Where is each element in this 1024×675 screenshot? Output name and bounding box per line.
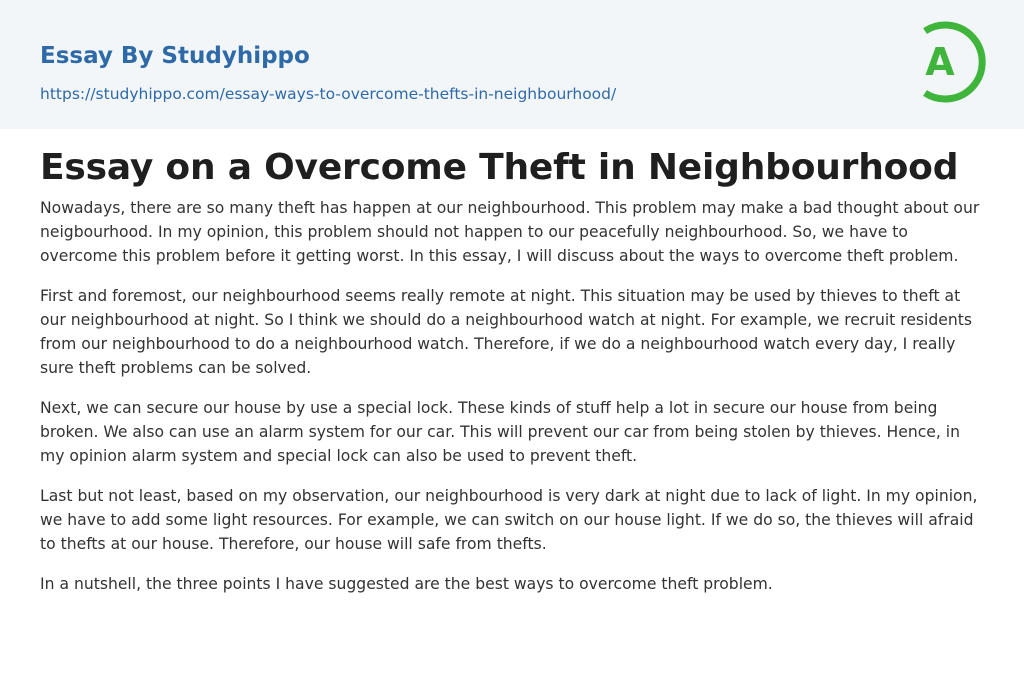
page-url-link[interactable]: https://studyhippo.com/essay-ways-to-overcome-thefts-in-neighbourhood/: [40, 85, 617, 103]
essay-content: [40, 144, 984, 612]
studyhippo-logo-icon[interactable]: [912, 18, 988, 106]
brand-name[interactable]: Essay By Studyhippo: [40, 43, 310, 69]
site-header: [0, 0, 1024, 129]
essay-paragraph: First and foremost, our neighbourhood seems really remote at night. This situation may be used by thieves to theft at our neighbourhood at night. So I think we should do a neighbourhood watch at night. For example, we recruit residents from our neighbourhood to do a neighbourhood watch. Therefore, if we do a neighbourhood watch every day, I really sure theft problems can be solved.: [40, 287, 972, 377]
essay-paragraph: Last but not least, based on my observation, our neighbourhood is very dark at night due to lack of light. In my opinion, we have to add some light resources. For example, we can switch on our house light. If we do so, the thieves will afraid to thefts at our house. Therefore, our house will safe from thefts.: [40, 487, 978, 553]
logo-letter: A: [925, 40, 955, 84]
essay-title: Essay on a Overcome Theft in Neighbourhood: [40, 147, 959, 188]
essay-paragraph: In a nutshell, the three points I have suggested are the best ways to overcome theft problem.: [40, 575, 773, 593]
essay-paragraph: Next, we can secure our house by use a special lock. These kinds of stuff help a lot in secure our house from being broken. We also can use an alarm system for our car. This will prevent our car from being stolen by thieves. Hence, in my opinion alarm system and special lock can also be used to prevent theft.: [40, 399, 961, 465]
essay-paragraph: Nowadays, there are so many theft has happen at our neighbourhood. This problem may make a bad thought about our neigbourhood. In my opinion, this problem should not happen to our peacefully neighbourhood. So, we have to overcome this problem before it getting worst. In this essay, I will discuss about the ways to overcome theft problem.: [40, 199, 980, 265]
